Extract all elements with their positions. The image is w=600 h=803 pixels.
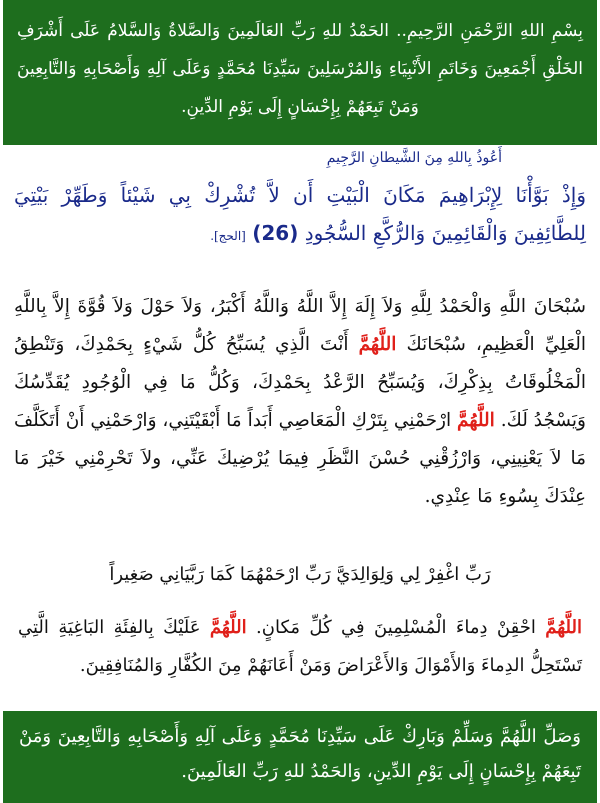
- header-text: بِسْمِ اللهِ الرَّحْمَنِ الرَّحِيمِ.. الحَمْدُ للهِ رَبِّ العَالَمِينَ وَالصَّلاةُ وَالسَّلامُ عَلَى أَشْرَفِ الخَلْقِ أَجْمَعِينَ وَخَاتَمِ الأَنْبِيَاءِ وَالمُرْسَلِينَ سَيِّدِنَا مُحَمَّدٍ وَعَلَى آلِهِ وَأَصْحَابِهِ وَالتَّابِعِينَ وَمَنْ تَبِعَهُمْ بِإِحْسَانٍ إِلَى يَوْمِ الدِّينِ.: [17, 21, 583, 117]
- allahumma-highlight: اللَّهُمَّ: [545, 617, 582, 638]
- rabbi-line: [14, 564, 586, 585]
- dua-part-2: أَنْتَ الَّذِي يُسَبِّحُ كُلُّ شَيْءٍ بِحَمْدِكَ، وَتَنْطِقُ الْمَخْلُوقَاتُ بِذِكْرِكَ، وَيُسَبِّحُ الرَّعْدُ بِحَمْدِكَ، وَكُلُّ مَا فِي الْوُجُودِ يُقَدِّسُكَ وَيَسْجُدُ لَكَ.: [14, 334, 586, 431]
- footer-text: وَصَلِّ اللَّهُمَّ وَسَلِّمْ وَبَارِكْ عَلَى سَيِّدِنَا مُحَمَّدٍ وَعَلَى آلِهِ وَأَصْحَابِهِ وَالتَّابِعِينَ وَمَنْ تَبِعَهُمْ بِإِحْسَانٍ إِلَى يَوْمِ الدِّينِ، وَالحَمْدُ للهِ رَبِّ العَالَمِينَ.: [19, 726, 581, 782]
- istiadha-text: أَعُوذُ بِاللهِ مِنَ الشَّيطانِ الرَّجِيمِ: [326, 150, 502, 166]
- header-banner: [3, 0, 597, 145]
- quran-verse: [14, 176, 586, 255]
- dua-part-1: سُبْحَانَ اللَّهِ وَالْحَمْدُ لِلَّهِ وَلاَ إِلَهَ إِلاَّ اللَّهُ وَاللَّهُ أَكْبَرُ، وَلاَ حَوْلَ وَلاَ قُوَّةَ إِلاَّ بِاللَّهِ الْعَلِيِّ الْعَظِيمِ، سُبْحَانَكَ: [14, 296, 587, 355]
- muslims-part-1: احْقِنْ دِماءَ الْمُسْلِمِينَ فِي كُلِّ مَكانٍ.: [256, 617, 536, 638]
- dua-part-3: ارْحَمْنِي بِتَرْكِ الْمَعَاصِي أَبَداً مَا أَبْقَيْتَنِي، وَارْحَمْنِي أَنْ أَتَكَلَّفَ مَا لاَ يَعْنِينِي، وَارْزُقْنِي حُسْنَ النَّظَرِ فِيمَا يُرْضِيكَ عَنِّي، ولاَ تَحْرِمْنِي خَيْرَ مَا عِنْدَكَ بِسُوءِ مَا عِنْدِي.: [14, 410, 586, 507]
- footer-banner: [3, 711, 597, 803]
- allahumma-highlight: اللَّهُمَّ: [457, 410, 495, 431]
- verse-number: (26): [252, 221, 299, 245]
- sura-name: [الحج].: [210, 229, 246, 243]
- muslims-part-2: عَلَيْكَ بِالفِئَةِ البَاغِيَةِ الَّتِي تَسْتَحِلُّ الدِماءَ وَالأَمْوَالَ وَالأَعْرَاضَ وَمَنْ أَعَانَهُمْ مِنَ الكُفَّارِ وَالمُنَافِقِينَ.: [18, 617, 582, 676]
- muslims-paragraph: [14, 609, 586, 685]
- allahumma-highlight: اللَّهُمَّ: [358, 334, 397, 355]
- verse-text: وَإِذْ بَوَّأْنَا لِإِبْرَاهِيمَ مَكَانَ الْبَيْتِ أَن لاَّ تُشْرِكْ بِي شَيْئاً وَطَهِّرْ بَيْتِيَ لِلطَّائِفِينَ وَالْقَائِمِينَ وَالرُّكَّعِ السُّجُودِ: [14, 183, 586, 245]
- dua-paragraph: [14, 288, 586, 516]
- allahumma-highlight: اللَّهُمَّ: [209, 617, 247, 638]
- istiadha-line: [14, 150, 586, 166]
- rabbi-text: رَبِّ اغْفِرْ لِي وَلِوَالِدَيَّ رَبِّ ارْحَمْهُمَا كَمَا رَبَّيَانِي صَغِيراً: [109, 564, 491, 585]
